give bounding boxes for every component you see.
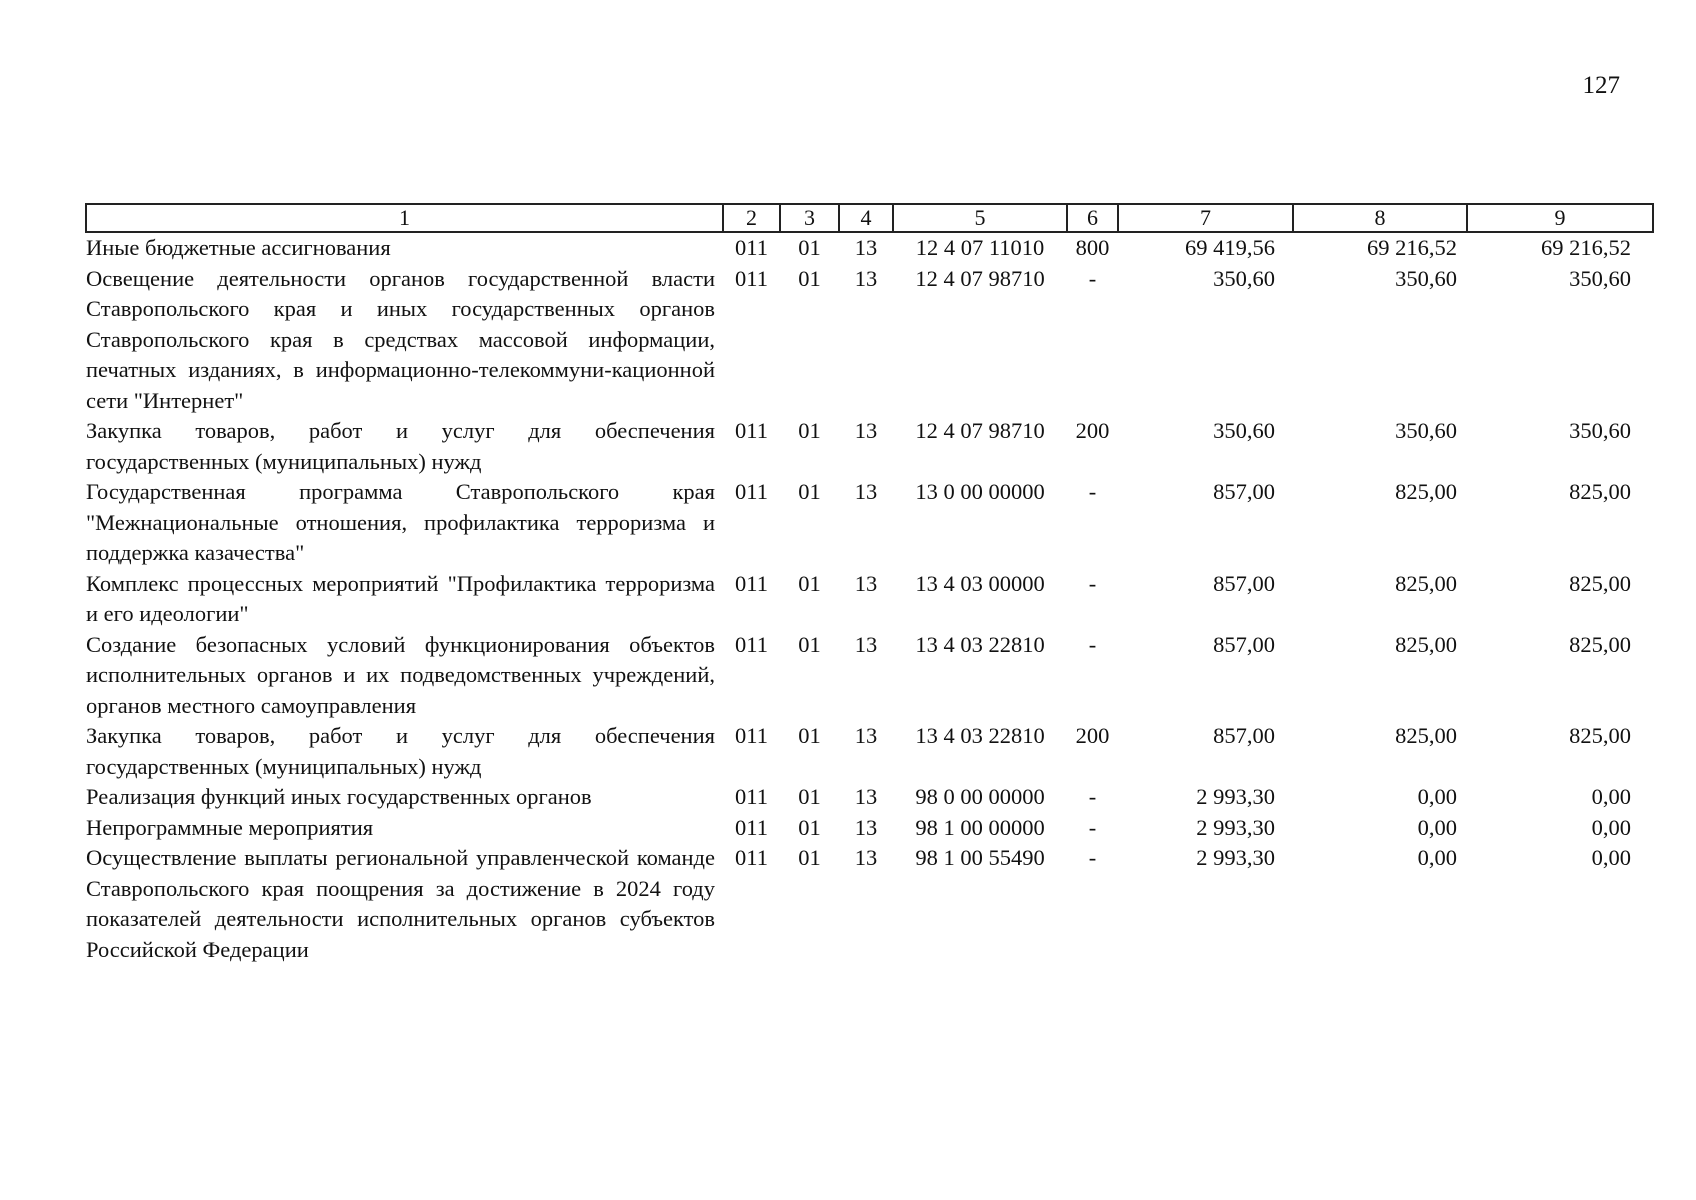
row-amount-col8-cell: 825,00 [1395, 479, 1457, 504]
column-header-3: 3 [780, 204, 839, 232]
row-subsection-cell: 13 [854, 814, 878, 840]
row-code-admin-cell: 011 [735, 723, 768, 748]
table-row [86, 232, 1653, 264]
column-header-4: 4 [839, 204, 893, 232]
row-amount-col8-cell: 350,60 [1395, 418, 1457, 443]
row-code-admin-cell: 011 [735, 814, 768, 840]
row-section-cell: 01 [798, 814, 821, 840]
row-subsection-cell: 13 [854, 570, 878, 596]
row-name-cell: Освещение деятельности органов государственной власти Ставропольского края и иных государственных органов Ставропольского края в средствах массовой информации, печатных изданиях, в информационно-телекоммуни-кационной сети "Интернет" [86, 265, 715, 413]
row-target-article-cell: 13 4 03 00000 [915, 570, 1045, 596]
budget-table [85, 203, 1654, 965]
row-target-article-cell: 13 4 03 22810 [915, 631, 1045, 657]
row-code-admin-cell: 011 [735, 235, 768, 260]
row-amount-col7-cell: 2 993,30 [1196, 814, 1275, 840]
table-row [86, 782, 1653, 813]
row-name-cell: Закупка товаров, работ и услуг для обеспечения государственных (муниципальных) нужд [86, 723, 715, 779]
row-section-cell: 01 [798, 723, 821, 748]
row-code-admin-cell: 011 [735, 845, 768, 870]
row-target-article-cell: 98 1 00 55490 [915, 845, 1045, 870]
row-amount-col8-cell: 0,00 [1417, 814, 1457, 840]
row-target-article-cell: 13 0 00 00000 [915, 479, 1045, 504]
row-amount-col9-cell: 69 216,52 [1541, 235, 1631, 260]
row-subsection-cell: 13 [854, 631, 878, 657]
row-amount-col7-cell: 2 993,30 [1196, 845, 1275, 870]
table-row [86, 630, 1653, 722]
row-amount-col7-cell: 2 993,30 [1196, 784, 1275, 809]
row-name-cell: Непрограммные мероприятия [86, 814, 374, 840]
row-name-cell: Иные бюджетные ассигнования [86, 235, 391, 260]
row-amount-col7-cell: 857,00 [1213, 723, 1275, 748]
row-code-admin-cell: 011 [735, 570, 768, 596]
row-expense-type-cell: - [1088, 814, 1097, 840]
row-amount-col9-cell: 825,00 [1569, 570, 1631, 596]
row-expense-type-cell: - [1088, 479, 1097, 504]
row-amount-col9-cell: 825,00 [1569, 723, 1631, 748]
row-amount-col9-cell: 350,60 [1569, 418, 1631, 443]
row-section-cell: 01 [798, 418, 821, 443]
row-amount-col9-cell: 0,00 [1591, 845, 1631, 870]
row-expense-type-cell: 800 [1075, 235, 1110, 260]
row-target-article-cell: 12 4 07 98710 [915, 265, 1045, 291]
table-row [86, 477, 1653, 569]
row-amount-col7-cell: 350,60 [1213, 418, 1275, 443]
row-section-cell: 01 [798, 784, 821, 809]
table-row [86, 843, 1653, 965]
row-amount-col7-cell: 350,60 [1213, 265, 1275, 291]
row-amount-col7-cell: 857,00 [1213, 479, 1275, 504]
row-target-article-cell: 13 4 03 22810 [915, 723, 1045, 748]
table-row [86, 721, 1653, 782]
row-code-admin-cell: 011 [735, 479, 768, 504]
row-target-article-cell: 98 1 00 00000 [915, 814, 1045, 840]
column-header-2: 2 [723, 204, 780, 232]
row-amount-col8-cell: 825,00 [1395, 723, 1457, 748]
row-amount-col7-cell: 857,00 [1213, 570, 1275, 596]
row-amount-col8-cell: 825,00 [1395, 570, 1457, 596]
column-header-9: 9 [1467, 204, 1653, 232]
row-section-cell: 01 [798, 265, 821, 291]
row-section-cell: 01 [798, 570, 821, 596]
row-subsection-cell: 13 [854, 784, 878, 809]
row-expense-type-cell: 200 [1075, 723, 1110, 748]
row-amount-col8-cell: 0,00 [1417, 784, 1457, 809]
row-subsection-cell: 13 [854, 418, 878, 443]
row-section-cell: 01 [798, 479, 821, 504]
row-amount-col9-cell: 0,00 [1591, 814, 1631, 840]
row-section-cell: 01 [798, 235, 821, 260]
row-code-admin-cell: 011 [735, 631, 768, 657]
table-row [86, 264, 1653, 417]
column-header-5: 5 [893, 204, 1067, 232]
row-code-admin-cell: 011 [735, 265, 768, 291]
row-amount-col9-cell: 825,00 [1569, 479, 1631, 504]
row-expense-type-cell: - [1088, 570, 1097, 596]
row-name-cell: Реализация функций иных государственных органов [86, 784, 592, 809]
row-expense-type-cell: - [1088, 784, 1097, 809]
table-row [86, 416, 1653, 477]
row-target-article-cell: 12 4 07 98710 [915, 418, 1045, 443]
row-amount-col8-cell: 825,00 [1395, 631, 1457, 657]
row-amount-col7-cell: 69 419,56 [1185, 235, 1275, 260]
row-amount-col9-cell: 825,00 [1569, 631, 1631, 657]
row-expense-type-cell: - [1088, 265, 1097, 291]
row-subsection-cell: 13 [854, 479, 878, 504]
row-subsection-cell: 13 [854, 265, 878, 291]
page-number: 127 [1582, 72, 1620, 99]
row-subsection-cell: 13 [854, 845, 878, 870]
row-subsection-cell: 13 [854, 723, 878, 748]
table-row [86, 813, 1653, 844]
row-section-cell: 01 [798, 845, 821, 870]
column-header-1: 1 [86, 204, 723, 232]
row-amount-col8-cell: 69 216,52 [1367, 235, 1457, 260]
row-name-cell: Комплекс процессных мероприятий "Профилактика терроризма и его идеологии" [86, 570, 715, 626]
row-amount-col7-cell: 857,00 [1213, 631, 1275, 657]
row-name-cell: Создание безопасных условий функционирования объектов исполнительных органов и их подведомственных учреждений, органов местного самоуправления [86, 631, 715, 718]
row-amount-col9-cell: 0,00 [1591, 784, 1631, 809]
table-row [86, 569, 1653, 630]
row-subsection-cell: 13 [854, 235, 878, 260]
table-body [86, 232, 1653, 965]
row-target-article-cell: 98 0 00 00000 [915, 784, 1045, 809]
column-header-6: 6 [1067, 204, 1118, 232]
row-expense-type-cell: - [1088, 631, 1097, 657]
column-header-7: 7 [1118, 204, 1293, 232]
row-section-cell: 01 [798, 631, 821, 657]
row-amount-col9-cell: 350,60 [1569, 265, 1631, 291]
row-code-admin-cell: 011 [735, 418, 768, 443]
row-name-cell: Закупка товаров, работ и услуг для обеспечения государственных (муниципальных) нужд [86, 418, 715, 474]
row-amount-col8-cell: 350,60 [1395, 265, 1457, 291]
row-expense-type-cell: - [1088, 845, 1097, 870]
row-target-article-cell: 12 4 07 11010 [915, 235, 1045, 260]
table-header-row [86, 204, 1653, 232]
row-code-admin-cell: 011 [735, 784, 768, 809]
row-expense-type-cell: 200 [1075, 418, 1110, 443]
column-header-8: 8 [1293, 204, 1467, 232]
row-name-cell: Осуществление выплаты региональной управленческой команде Ставропольского края поощрения за достижение в 2024 году показателей деятельности исполнительных органов субъектов Российской Федерации [86, 845, 715, 962]
row-name-cell: Государственная программа Ставропольского края "Межнациональные отношения, профилактика терроризма и поддержка казачества" [86, 479, 715, 565]
row-amount-col8-cell: 0,00 [1417, 845, 1457, 870]
